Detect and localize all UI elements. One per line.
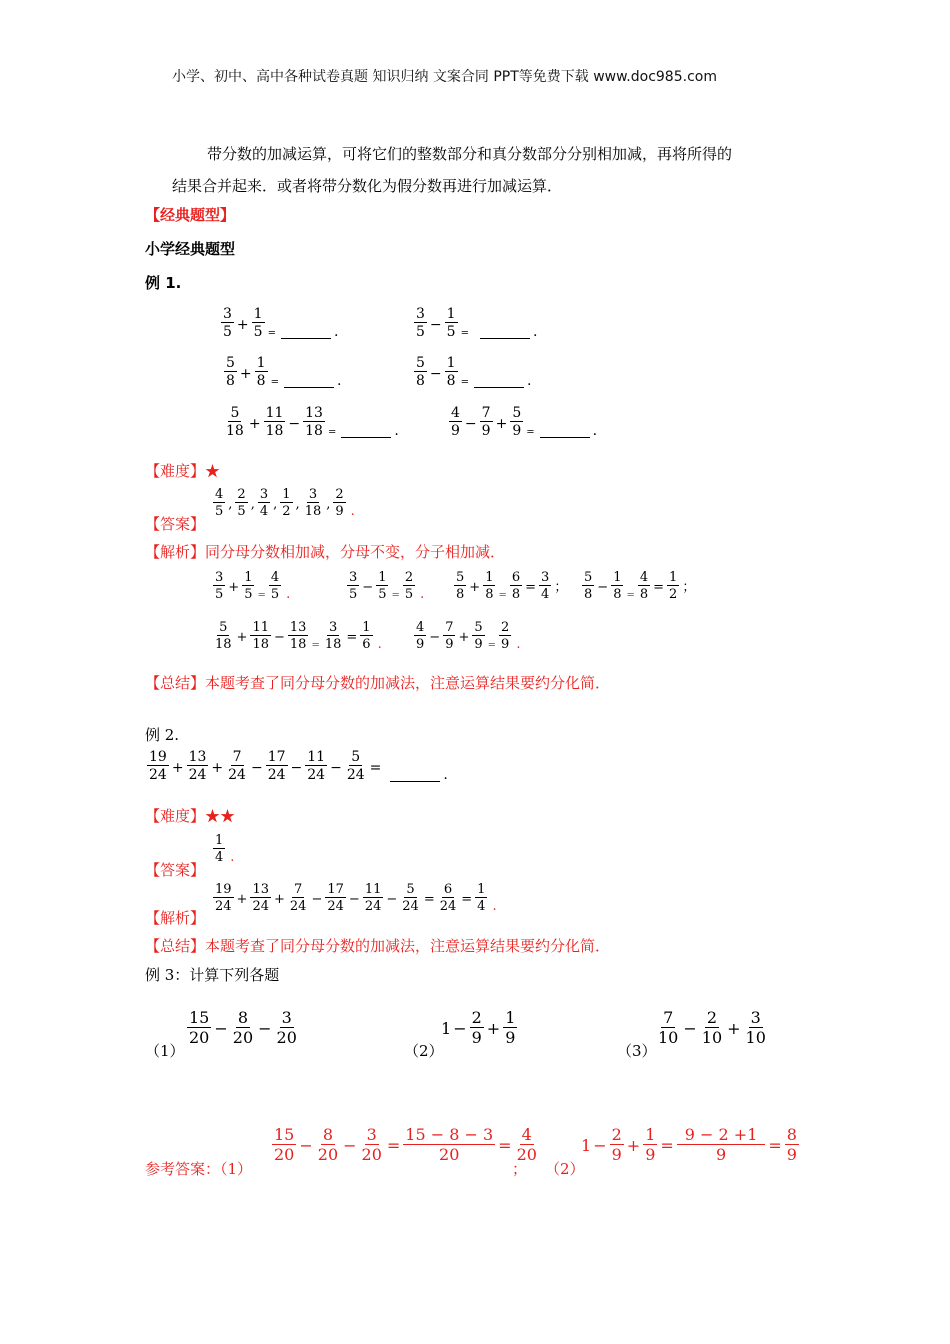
fraction: $\frac{5}{9}$ xyxy=(512,405,522,439)
ex2-answer-label: 【答案】 xyxy=(145,861,206,879)
ex3-item3-label: （3） xyxy=(617,1042,657,1060)
answer-blank xyxy=(284,387,334,388)
fraction: $\frac{13}{24}$ xyxy=(252,882,269,914)
fraction: $\frac{19}{24}$ xyxy=(149,749,167,783)
ex3-ref-sep: ； xyxy=(512,1160,528,1178)
ex2-solution: $\frac{19}{24}$ + $\frac{13}{24}$ + $\frac{7}{24}$ − $\frac{17}{24}$ − $\frac{11}{24}$ − $\frac{5}{24}$ = $\frac{6}{24}$ = $\frac{1}{4}$ . xyxy=(215,882,497,914)
fraction: $\frac{1}{9}$ xyxy=(505,1008,516,1047)
ex1-sol-2: $\frac{3}{5}$ − $\frac{1}{5}$ = $\frac{2}{5}$ . xyxy=(349,570,425,602)
fraction: $\frac{1}{4}$ xyxy=(477,882,486,914)
section-title: 【经典题型】 xyxy=(145,206,236,224)
fraction: $\frac{1}{8}$ xyxy=(256,355,266,389)
fraction: $\frac{5}{9}$ xyxy=(474,620,483,652)
ex3-item2-label: （2） xyxy=(404,1042,444,1060)
ex3-ref-item2: （2） xyxy=(545,1160,585,1178)
fraction: $\frac{15 - 8 - 3}{20}$ xyxy=(405,1125,494,1164)
fraction: $\frac{3}{20}$ xyxy=(276,1008,297,1047)
fraction: $\frac{1}{8}$ xyxy=(446,355,456,389)
fraction: $\frac{8}{9}$ xyxy=(786,1125,797,1164)
fraction: $\frac{5}{8}$ xyxy=(226,355,235,389)
fraction: $\frac{5}{8}$ xyxy=(456,570,465,602)
fraction: $\frac{1}{5}$ xyxy=(378,570,387,602)
fraction: $\frac{7}{10}$ xyxy=(658,1008,679,1047)
fraction: $\frac{17}{24}$ xyxy=(327,882,344,914)
fraction: $\frac{13}{24}$ xyxy=(188,749,207,783)
ex3-q3: $\frac{7}{10}$ − $\frac{2}{10}$ + $\frac{3}{10}$ xyxy=(658,1008,766,1047)
intro-line-1: 带分数的加减运算，可将它们的整数部分和真分数部分分别相加减，再将所得的 xyxy=(207,145,733,163)
ex3-ref-label: 参考答案：（1） xyxy=(145,1160,253,1178)
answer-blank xyxy=(480,338,530,339)
answer-blank xyxy=(341,437,391,438)
fraction: $\frac{6}{24}$ xyxy=(439,882,457,914)
fraction: $\frac{2}{9}$ xyxy=(471,1008,482,1047)
fraction: $\frac{3}{5}$ xyxy=(416,306,425,340)
fraction: $\frac{4}{9}$ xyxy=(451,405,460,439)
fraction: $\frac{4}{8}$ xyxy=(639,570,649,602)
fraction: $\frac{3}{4}$ xyxy=(541,570,550,602)
fraction: $\frac{1}{2}$ xyxy=(282,487,291,519)
fraction: $\frac{9 - 2 +1}{9}$ xyxy=(677,1127,766,1163)
fraction: $\frac{1}{5}$ xyxy=(446,306,456,340)
fraction: $\frac{3}{10}$ xyxy=(745,1008,766,1047)
fraction: $\frac{11}{18}$ xyxy=(265,405,284,439)
fraction: $\frac{2}{9}$ xyxy=(335,487,344,519)
fraction: $\frac{11}{24}$ xyxy=(364,882,382,914)
fraction: $\frac{1}{5}$ xyxy=(253,306,263,340)
fraction: $\frac{6}{8}$ xyxy=(511,570,521,602)
ex1-q6: $\frac{4}{9}$ − $\frac{7}{9}$ + $\frac{5}{9}$ = . xyxy=(451,405,598,439)
ex3-q2: 1 − $\frac{2}{9}$ + $\frac{1}{9}$ xyxy=(441,1008,516,1047)
fraction: $\frac{4}{9}$ xyxy=(416,620,425,652)
answer-blank xyxy=(540,437,590,438)
ex2-answer: $\frac{1}{4}$ . xyxy=(215,833,235,865)
answer-blank xyxy=(281,338,331,339)
fraction: $\frac{2}{5}$ xyxy=(404,570,414,602)
fraction: $\frac{3}{20}$ xyxy=(361,1125,382,1164)
fraction: $\frac{5}{8}$ xyxy=(584,570,593,602)
fraction: $\frac{3}{5}$ xyxy=(223,306,232,340)
ex1-q3: $\frac{5}{8}$ + $\frac{1}{8}$ = . xyxy=(226,355,342,389)
ex1-sol-4: $\frac{5}{8}$ − $\frac{1}{8}$ = $\frac{4}{8}$ = $\frac{1}{2}$ ； xyxy=(584,570,696,602)
page-header: 小学、初中、高中各种试卷真题 知识归纳 文案合同 PPT等免费下载 www.doc985.com xyxy=(172,69,717,85)
ex3-item1-label: （1） xyxy=(145,1042,185,1060)
fraction: $\frac{19}{24}$ xyxy=(215,882,232,914)
difficulty-stars: ★★ xyxy=(205,807,236,825)
ex1-q2: $\frac{3}{5}$ − $\frac{1}{5}$ = . xyxy=(416,306,538,340)
fraction: $\frac{3}{18}$ xyxy=(304,487,322,519)
fraction: $\frac{5}{24}$ xyxy=(346,749,365,783)
fraction: $\frac{5}{18}$ xyxy=(215,620,232,652)
fraction: $\frac{1}{6}$ xyxy=(362,620,371,652)
fraction: $\frac{15}{20}$ xyxy=(274,1125,295,1164)
fraction: $\frac{5}{8}$ xyxy=(416,355,425,389)
fraction: $\frac{4}{5}$ xyxy=(215,487,224,519)
answer-blank xyxy=(390,781,440,782)
fraction: $\frac{8}{20}$ xyxy=(232,1008,254,1047)
fraction: $\frac{1}{5}$ xyxy=(244,570,253,602)
ex1-q5: $\frac{5}{18}$ + $\frac{11}{18}$ − $\frac{13}{18}$ = . xyxy=(226,405,399,439)
fraction: $\frac{13}{18}$ xyxy=(305,405,323,439)
ex2-question: $\frac{19}{24}$ + $\frac{13}{24}$ + $\frac{7}{24}$ − $\frac{17}{24}$ − $\frac{11}{24}$ − $\frac{5}{24}$ = . xyxy=(149,749,448,783)
fraction: $\frac{7}{24}$ xyxy=(289,882,307,914)
fraction: $\frac{1}{8}$ xyxy=(485,570,494,602)
fraction: $\frac{13}{18}$ xyxy=(289,620,307,652)
ex2-difficulty: 【难度】★★ xyxy=(145,807,236,825)
ex1-sol-5: $\frac{5}{18}$ + $\frac{11}{18}$ − $\frac{13}{18}$ = $\frac{3}{18}$ = $\frac{1}{6}$ . xyxy=(215,620,382,652)
ex1-answer-label: 【答案】 xyxy=(145,515,206,533)
fraction: $\frac{15}{20}$ xyxy=(189,1008,210,1047)
fraction: $\frac{11}{24}$ xyxy=(307,749,326,783)
fraction: $\frac{2}{9}$ xyxy=(501,620,510,652)
ex1-sol-1: $\frac{3}{5}$ + $\frac{1}{5}$ = $\frac{4}{5}$ . xyxy=(215,570,291,602)
ex1-answer: $\frac{4}{5}$ , $\frac{2}{5}$ , $\frac{3}{4}$ , $\frac{1}{2}$ , $\frac{3}{18}$ , $\frac{2}{9}$ . xyxy=(215,487,355,519)
fraction: $\frac{7}{9}$ xyxy=(481,405,491,439)
fraction: $\frac{1}{8}$ xyxy=(613,570,622,602)
fraction: $\frac{7}{24}$ xyxy=(228,749,246,783)
example-1-title: 例 1. xyxy=(145,274,182,292)
ex3-ref-2: 1 − $\frac{2}{9}$ + $\frac{1}{9}$ = $\frac{9 - 2 +1}{9}$ = $\frac{8}{9}$ xyxy=(581,1125,797,1164)
fraction: $\frac{3}{5}$ xyxy=(215,570,224,602)
fraction: $\frac{3}{5}$ xyxy=(349,570,358,602)
fraction: $\frac{3}{4}$ xyxy=(259,487,269,519)
answer-blank xyxy=(474,387,524,388)
ex1-q4: $\frac{5}{8}$ − $\frac{1}{8}$ = . xyxy=(416,355,532,389)
fraction: $\frac{4}{5}$ xyxy=(270,570,280,602)
fraction: $\frac{2}{9}$ xyxy=(611,1125,622,1164)
fraction: $\frac{4}{20}$ xyxy=(516,1125,537,1164)
ex1-difficulty: 【难度】★ xyxy=(145,462,221,480)
fraction: $\frac{1}{9}$ xyxy=(645,1125,656,1164)
difficulty-stars: ★ xyxy=(205,462,221,480)
ex2-analysis-label: 【解析】 xyxy=(145,909,206,927)
intro-line-2: 结果合并起来．或者将带分数化为假分数再进行加减运算． xyxy=(172,177,563,195)
ex1-sol-6: $\frac{4}{9}$ − $\frac{7}{9}$ + $\frac{5}{9}$ = $\frac{2}{9}$ . xyxy=(416,620,521,652)
fraction: $\frac{11}{18}$ xyxy=(252,620,269,652)
fraction: $\frac{1}{2}$ xyxy=(669,570,678,602)
fraction: $\frac{2}{10}$ xyxy=(701,1008,723,1047)
ex2-summary: 【总结】本题考查了同分母分数的加减法，注意运算结果要约分化简． xyxy=(145,937,611,955)
fraction: $\frac{5}{18}$ xyxy=(226,405,244,439)
fraction: $\frac{17}{24}$ xyxy=(267,749,286,783)
fraction: $\frac{7}{9}$ xyxy=(445,620,454,652)
example-3-title: 例 3：计算下列各题 xyxy=(145,966,280,984)
subsection-title: 小学经典题型 xyxy=(145,240,236,258)
fraction: $\frac{2}{5}$ xyxy=(237,487,246,519)
ex1-q1: $\frac{3}{5}$ + $\frac{1}{5}$ = . xyxy=(223,306,339,340)
fraction: $\frac{8}{20}$ xyxy=(317,1125,339,1164)
ex1-sol-3: $\frac{5}{8}$ + $\frac{1}{8}$ = $\frac{6}{8}$ = $\frac{3}{4}$ ； xyxy=(456,570,568,602)
ex1-summary: 【总结】本题考查了同分母分数的加减法，注意运算结果要约分化简． xyxy=(145,674,611,692)
ex1-analysis: 【解析】同分母分数相加减，分母不变，分子相加减． xyxy=(145,543,506,561)
ex3-q1: $\frac{15}{20}$ − $\frac{8}{20}$ − $\frac{3}{20}$ xyxy=(189,1008,297,1047)
fraction: $\frac{1}{4}$ xyxy=(215,833,224,865)
example-2-title: 例 2. xyxy=(145,726,180,744)
fraction: $\frac{5}{24}$ xyxy=(402,882,419,914)
fraction: $\frac{3}{18}$ xyxy=(324,620,342,652)
ex3-ref-1: $\frac{15}{20}$ − $\frac{8}{20}$ − $\frac{3}{20}$ = $\frac{15 - 8 - 3}{20}$ = $\frac{4}{20}$ xyxy=(274,1125,537,1164)
